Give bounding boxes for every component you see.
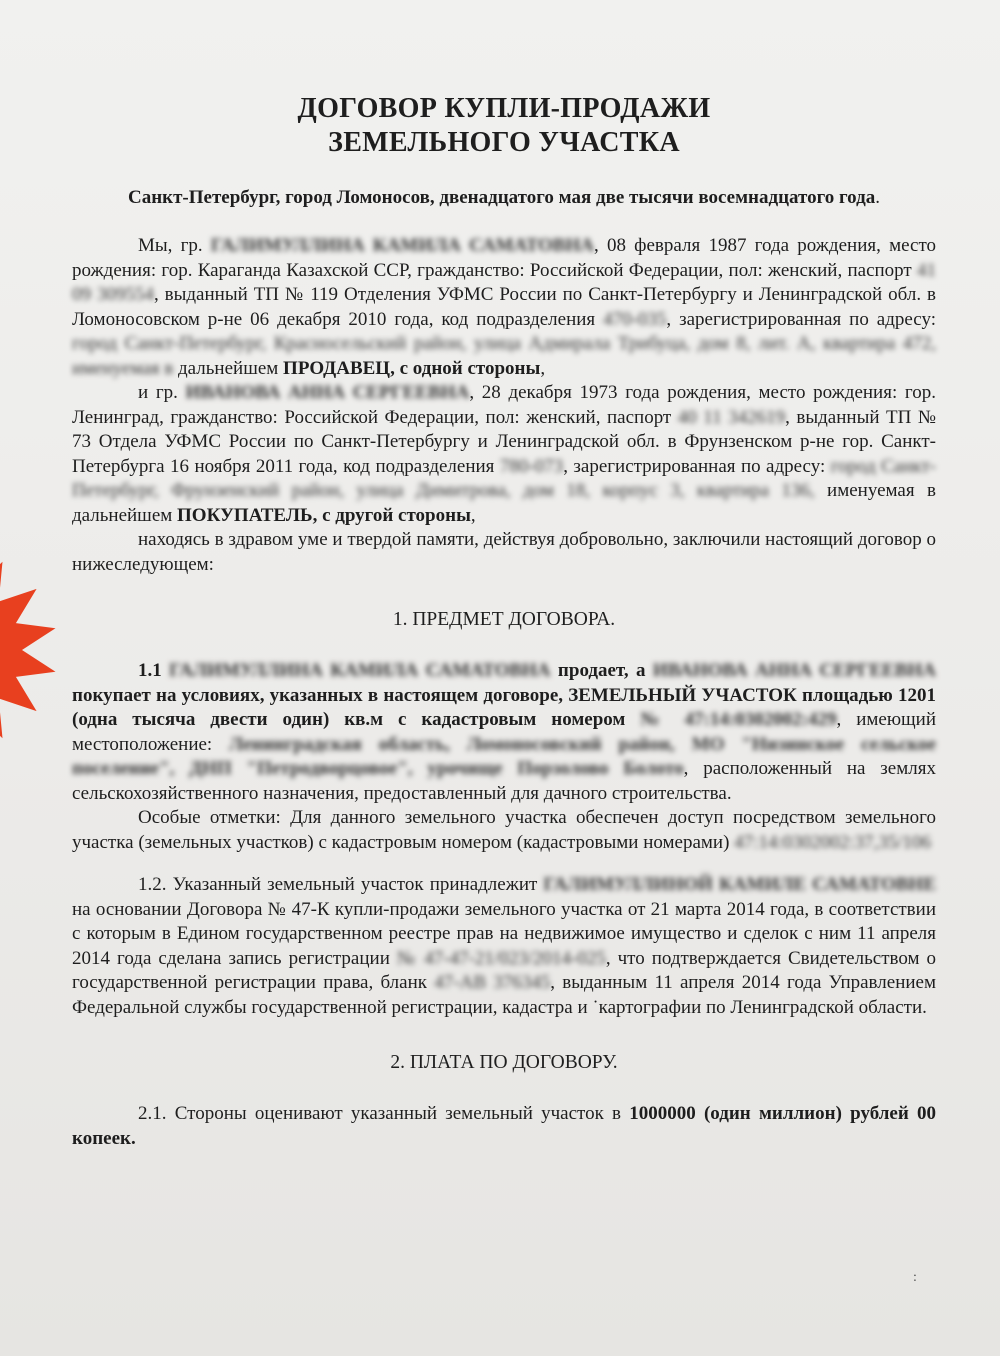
clause-seller-name-redacted: ГАЛИМУЛЛИНА КАМИЛА САМАТОВНА bbox=[169, 660, 551, 681]
clause-2-1: 2.1. Стороны оценивают указанный земельный участок в 1000000 (один миллион) рублей 00 копеек. bbox=[72, 1103, 936, 1149]
section-1-heading: 1. ПРЕДМЕТ ДОГОВОРА. bbox=[392, 609, 616, 630]
seller-passport-redacted: 41 09 309554 bbox=[72, 259, 936, 305]
clause-1-1: 1.1 ГАЛИМУЛЛИНА КАМИЛА САМАТОВНА продает, а ИВАНОВА АННА СЕРГЕЕВНА покупает на условиях, указанных в настоящем договоре, ЗЕМЕЛЬНЫЙ УЧАСТОК площадью 1201 (одна тысяча двести один) кв.м с кадастровым номером № 47:14:0302002:429, имеющий местоположение: Ленинградская область, Ломоносовский район, МО "Низинское сельское поселение", ДНП "Петродворцовое", урочище Порзолово Болото, расположенный на землях сельскохозяйственного назначения, предоставленный для дачного строительства. bbox=[72, 660, 937, 804]
buyer-address-redacted: город Санкт-Петербург, Фрунзенский район, улица Димитрова, дом 18, корпус 3, квартира 136, bbox=[72, 455, 936, 501]
document-body bbox=[72, 92, 936, 1151]
cadastral-number-redacted: № 47:14:0302002:429 bbox=[640, 709, 837, 730]
seller-code-redacted: 470-035 bbox=[603, 308, 667, 330]
buyer-name-redacted: ИВАНОВА АННА СЕРГЕЕВНА bbox=[185, 382, 470, 403]
location-redacted: Ленинградская область, Ломоносовский район, МО "Низинское сельское поселение", ДНП "Петродворцовое", урочище Порзолово Болото bbox=[72, 733, 937, 779]
seller-paragraph: Мы, гр. ГАЛИМУЛЛИНА КАМИЛА САМАТОВНА, 08 февраля 1987 года рождения, место рождения: гор. Караганда Казахской ССР, гражданство: Российской Федерации, пол: женский, паспорт 41 09 309554, выданный ТП № 119 Отделения УФМС России по Санкт-Петербургу и Ленинградской обл. в Ломоносовском р-не 06 декабря 2010 года, код подразделения 470-035, зарегистрированная по адресу: город Санкт-Петербург, Красносельский район, улица Адмирала Трибуца, дом 8, лит. А, квартира 472, именуемая в дальнейшем ПРОДАВЕЦ, с одной стороны, bbox=[72, 235, 937, 379]
clause-1-2: 1.2. Указанный земельный участок принадлежит ГАЛИМУЛЛИНОЙ КАМИЛЕ САМАТОВНЕ на основании Договора № 47-К купли-продажи земельного участка от 21 марта 2014 года, в соответствии с которым в Едином государственном реестре прав на недвижимое имущество и сделок с ним 11 апреля 2014 года сделана запись регистрации № 47-47-21/023/2014-025, что подтверждается Свидетельством о государственной регистрации права, бланк 47-АВ 376345, выданным 11 апреля 2014 года Управлением Федеральной службы государственной регистрации, кадастра и ˙картографии по Ленинградской области. bbox=[72, 874, 937, 1018]
seller-address-redacted: город Санкт-Петербург, Красносельский район, улица Адмирала Трибуца, дом 8, лит. А, квартира 472, именуемая в bbox=[72, 333, 936, 379]
document-title bbox=[72, 92, 936, 160]
buyer-paragraph: и гр. ИВАНОВА АННА СЕРГЕЕВНА, 28 декабря 1973 года рождения, место рождения: гор. Ленинград, гражданство: Российской Федерации, пол: женский, паспорт 40 11 342619, выданный ТП № 73 Отдела УФМС России по Санкт-Петербургу и Ленинградской обл. в Фрунзенском р-не гор. Санкт-Петербурга 16 ноября 2011 года, код подразделения 780-073, зарегистрированная по адресу: город Санкт-Петербург, Фрунзенский район, улица Димитрова, дом 18, корпус 3, квартира 136, именуемая в дальнейшем ПОКУПАТЕЛЬ, с другой стороны, bbox=[72, 382, 937, 526]
buyer-passport-redacted: 40 11 342619 bbox=[677, 406, 786, 428]
special-notes: Особые отметки: Для данного земельного участка обеспечен доступ посредством земельного участка (земельных участков) с кадастровым номером (кадастровыми номерами) 47:14:0302002:37,35/106 bbox=[72, 807, 936, 853]
title-line-1: ДОГОВОР КУПЛИ-ПРОДАЖИ bbox=[297, 93, 711, 124]
blank-number-redacted: 47-АВ 376345 bbox=[434, 972, 551, 993]
price: 1000000 (один миллион) рублей 00 копеек. bbox=[72, 1103, 936, 1149]
seller-role: ПРОДАВЕЦ, с одной стороны bbox=[283, 357, 541, 379]
section-2-heading: 2. ПЛАТА ПО ДОГОВОРУ. bbox=[390, 1052, 618, 1073]
owner-name-redacted: ГАЛИМУЛЛИНОЙ КАМИЛЕ САМАТОВНЕ bbox=[543, 874, 936, 895]
registration-number-redacted: № 47-47-21/023/2014-025 bbox=[396, 947, 606, 969]
page-mark: : bbox=[913, 1270, 917, 1285]
buyer-code-redacted: 780-073 bbox=[499, 455, 564, 477]
special-numbers-redacted: 47:14:0302002:37,35/106 bbox=[734, 831, 932, 853]
stamp-starburst-icon bbox=[0, 545, 60, 755]
clause-buyer-name-redacted: ИВАНОВА АННА СЕРГЕЕВНА bbox=[652, 660, 936, 681]
buyer-role: ПОКУПАТЕЛЬ, с другой стороны bbox=[177, 504, 471, 526]
agreement-paragraph: находясь в здравом уме и твердой памяти, действуя добровольно, заключили настоящий договор о нижеследующем: bbox=[72, 529, 936, 575]
place-and-date: Санкт-Петербург, город Ломоносов, двенадцатого мая две тысячи восемнадцатого года. bbox=[127, 187, 880, 208]
seller-name-redacted: ГАЛИМУЛЛИНА КАМИЛА САМАТОВНА bbox=[210, 235, 594, 256]
title-line-2: ЗЕМЕЛЬНОГО УЧАСТКА bbox=[328, 127, 680, 158]
